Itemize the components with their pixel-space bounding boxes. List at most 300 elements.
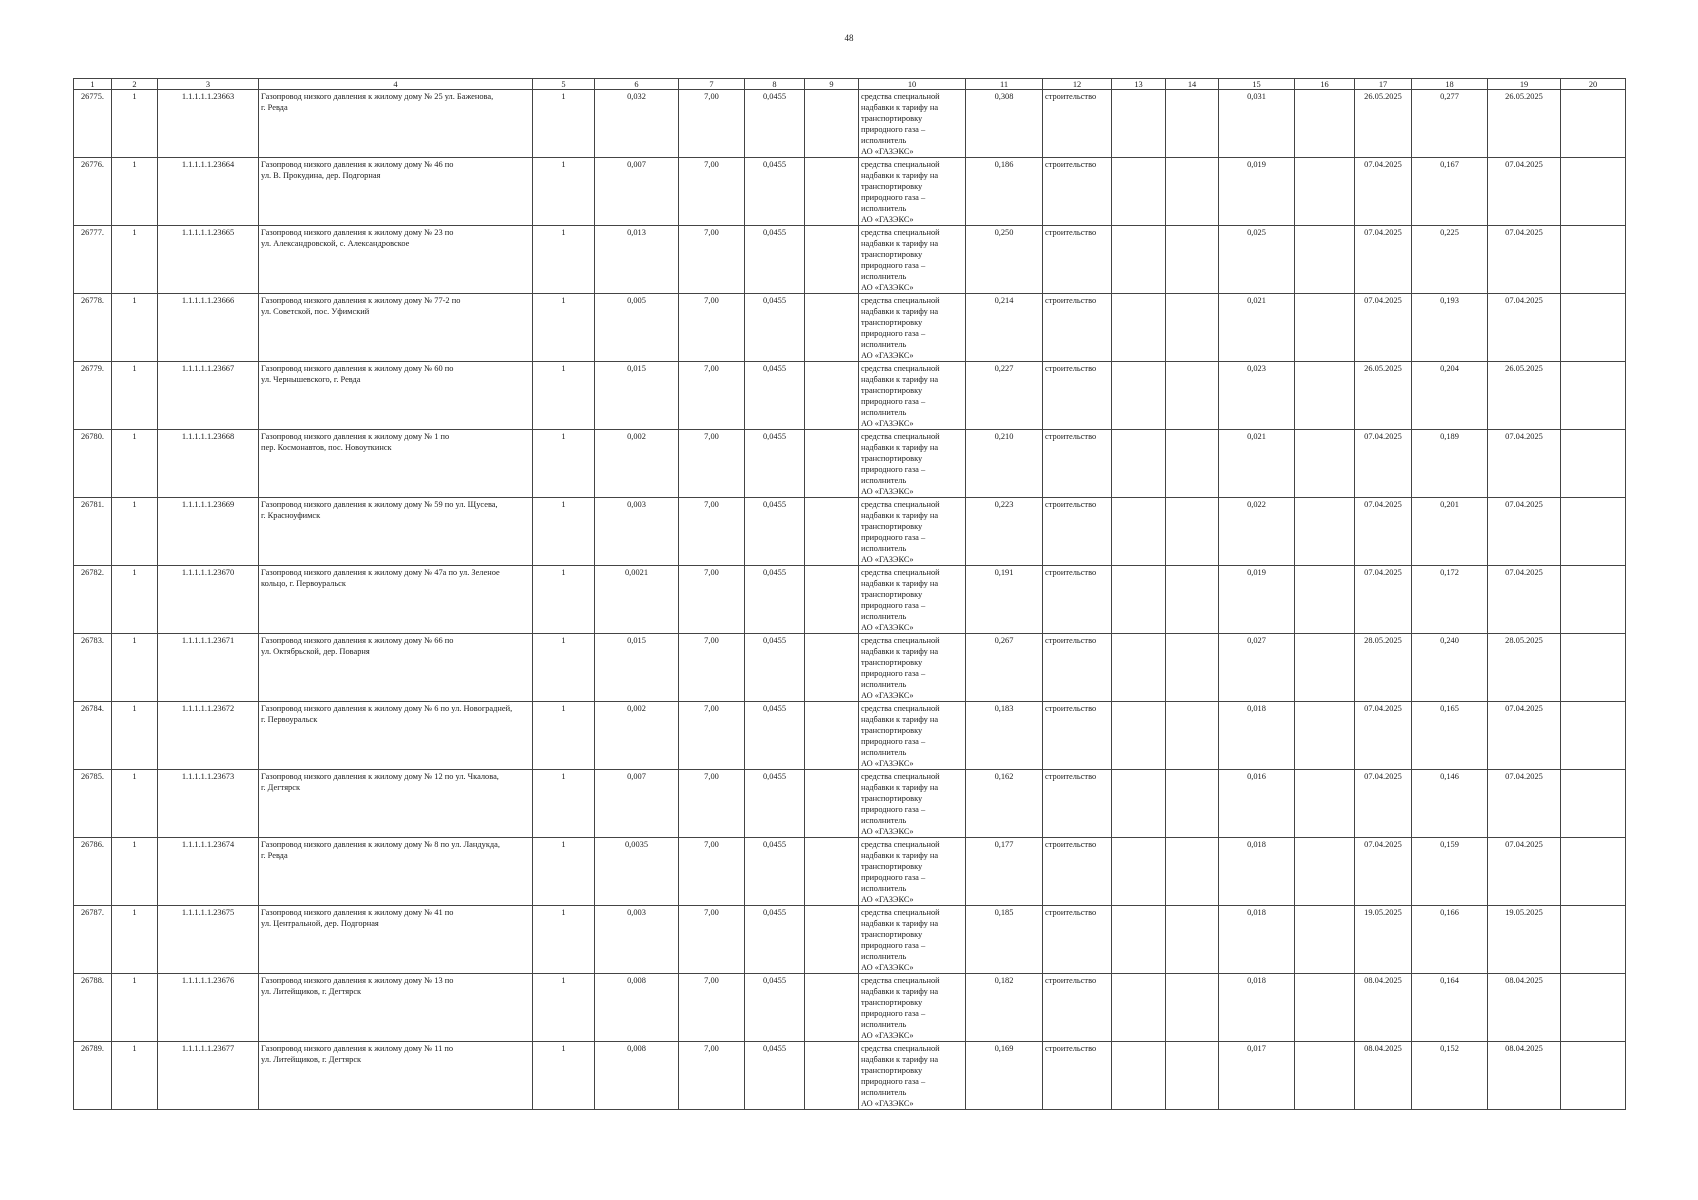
- cell-col-3: 1.1.1.1.1.23674: [158, 838, 259, 906]
- cell-col-9: [805, 294, 859, 362]
- cell-col-1: 26776.: [74, 158, 112, 226]
- cell-col-9: [805, 634, 859, 702]
- cell-col-16: [1295, 566, 1355, 634]
- cell-col-7: 7,00: [679, 158, 745, 226]
- cell-col-6: 0,003: [595, 906, 679, 974]
- cell-col-12: строительство: [1043, 566, 1112, 634]
- cell-col-13: [1112, 498, 1166, 566]
- cell-col-20: [1561, 974, 1626, 1042]
- cell-col-6: 0,008: [595, 1042, 679, 1110]
- cell-col-13: [1112, 974, 1166, 1042]
- cell-col-12: строительство: [1043, 906, 1112, 974]
- cell-col-4: Газопровод низкого давления к жилому дому № 6 по ул. Новоградней, г. Первоуральск: [259, 702, 533, 770]
- table-row: [74, 974, 1626, 1042]
- cell-col-16: [1295, 702, 1355, 770]
- cell-col-11: 0,162: [966, 770, 1043, 838]
- cell-col-3: 1.1.1.1.1.23677: [158, 1042, 259, 1110]
- column-header-20: 20: [1561, 79, 1626, 90]
- cell-col-19: 08.04.2025: [1488, 974, 1561, 1042]
- cell-col-7: 7,00: [679, 838, 745, 906]
- cell-col-19: 07.04.2025: [1488, 498, 1561, 566]
- cell-col-12: строительство: [1043, 770, 1112, 838]
- cell-col-14: [1166, 974, 1219, 1042]
- cell-col-11: 0,214: [966, 294, 1043, 362]
- cell-col-5: 1: [533, 294, 595, 362]
- cell-col-2: 1: [112, 90, 158, 158]
- cell-col-1: 26775.: [74, 90, 112, 158]
- cell-col-20: [1561, 1042, 1626, 1110]
- cell-col-3: 1.1.1.1.1.23667: [158, 362, 259, 430]
- column-header-4: 4: [259, 79, 533, 90]
- cell-col-12: строительство: [1043, 158, 1112, 226]
- cell-col-17: 07.04.2025: [1355, 158, 1412, 226]
- cell-col-20: [1561, 430, 1626, 498]
- cell-col-1: 26789.: [74, 1042, 112, 1110]
- cell-col-18: 0,189: [1412, 430, 1488, 498]
- cell-col-17: 07.04.2025: [1355, 702, 1412, 770]
- cell-col-10: средства специальной надбавки к тарифу на транспортировку природного газа – исполнитель АО «ГАЗЭКС»: [859, 838, 966, 906]
- cell-col-7: 7,00: [679, 906, 745, 974]
- cell-col-15: 0,017: [1219, 1042, 1295, 1110]
- cell-col-12: строительство: [1043, 838, 1112, 906]
- column-header-18: 18: [1412, 79, 1488, 90]
- cell-col-3: 1.1.1.1.1.23673: [158, 770, 259, 838]
- cell-col-8: 0,0455: [745, 362, 805, 430]
- cell-col-6: 0,0035: [595, 838, 679, 906]
- cell-col-14: [1166, 838, 1219, 906]
- cell-col-2: 1: [112, 362, 158, 430]
- cell-col-19: 26.05.2025: [1488, 362, 1561, 430]
- cell-col-2: 1: [112, 226, 158, 294]
- cell-col-5: 1: [533, 1042, 595, 1110]
- cell-col-5: 1: [533, 498, 595, 566]
- cell-col-18: 0,204: [1412, 362, 1488, 430]
- cell-col-12: строительство: [1043, 362, 1112, 430]
- cell-col-9: [805, 498, 859, 566]
- cell-col-13: [1112, 634, 1166, 702]
- cell-col-2: 1: [112, 906, 158, 974]
- cell-col-15: 0,025: [1219, 226, 1295, 294]
- cell-col-5: 1: [533, 770, 595, 838]
- cell-col-7: 7,00: [679, 362, 745, 430]
- cell-col-14: [1166, 362, 1219, 430]
- cell-col-9: [805, 838, 859, 906]
- cell-col-11: 0,177: [966, 838, 1043, 906]
- register-table: [73, 78, 1626, 1110]
- cell-col-11: 0,227: [966, 362, 1043, 430]
- cell-col-9: [805, 770, 859, 838]
- column-header-16: 16: [1295, 79, 1355, 90]
- cell-col-11: 0,223: [966, 498, 1043, 566]
- column-header-10: 10: [859, 79, 966, 90]
- cell-col-8: 0,0455: [745, 1042, 805, 1110]
- cell-col-10: средства специальной надбавки к тарифу на транспортировку природного газа – исполнитель АО «ГАЗЭКС»: [859, 158, 966, 226]
- cell-col-5: 1: [533, 158, 595, 226]
- cell-col-4: Газопровод низкого давления к жилому дому № 8 по ул. Ландукда, г. Ревда: [259, 838, 533, 906]
- cell-col-1: 26779.: [74, 362, 112, 430]
- cell-col-1: 26780.: [74, 430, 112, 498]
- column-header-12: 12: [1043, 79, 1112, 90]
- column-header-17: 17: [1355, 79, 1412, 90]
- table-row: [74, 702, 1626, 770]
- cell-col-16: [1295, 226, 1355, 294]
- cell-col-14: [1166, 634, 1219, 702]
- cell-col-15: 0,021: [1219, 294, 1295, 362]
- cell-col-19: 07.04.2025: [1488, 158, 1561, 226]
- cell-col-3: 1.1.1.1.1.23666: [158, 294, 259, 362]
- cell-col-2: 1: [112, 158, 158, 226]
- cell-col-4: Газопровод низкого давления к жилому дому № 60 по ул. Чернышевского, г. Ревда: [259, 362, 533, 430]
- cell-col-10: средства специальной надбавки к тарифу на транспортировку природного газа – исполнитель АО «ГАЗЭКС»: [859, 430, 966, 498]
- cell-col-11: 0,183: [966, 702, 1043, 770]
- cell-col-19: 19.05.2025: [1488, 906, 1561, 974]
- cell-col-12: строительство: [1043, 634, 1112, 702]
- cell-col-11: 0,267: [966, 634, 1043, 702]
- cell-col-16: [1295, 362, 1355, 430]
- cell-col-17: 08.04.2025: [1355, 1042, 1412, 1110]
- cell-col-12: строительство: [1043, 430, 1112, 498]
- cell-col-5: 1: [533, 430, 595, 498]
- cell-col-15: 0,021: [1219, 430, 1295, 498]
- cell-col-3: 1.1.1.1.1.23675: [158, 906, 259, 974]
- cell-col-15: 0,022: [1219, 498, 1295, 566]
- cell-col-14: [1166, 1042, 1219, 1110]
- cell-col-3: 1.1.1.1.1.23668: [158, 430, 259, 498]
- cell-col-4: Газопровод низкого давления к жилому дому № 66 по ул. Октябрьской, дер. Поварня: [259, 634, 533, 702]
- cell-col-7: 7,00: [679, 566, 745, 634]
- cell-col-2: 1: [112, 974, 158, 1042]
- cell-col-8: 0,0455: [745, 498, 805, 566]
- cell-col-10: средства специальной надбавки к тарифу на транспортировку природного газа – исполнитель АО «ГАЗЭКС»: [859, 906, 966, 974]
- column-header-7: 7: [679, 79, 745, 90]
- cell-col-11: 0,250: [966, 226, 1043, 294]
- cell-col-9: [805, 90, 859, 158]
- cell-col-8: 0,0455: [745, 906, 805, 974]
- cell-col-13: [1112, 430, 1166, 498]
- cell-col-19: 07.04.2025: [1488, 702, 1561, 770]
- cell-col-8: 0,0455: [745, 294, 805, 362]
- cell-col-7: 7,00: [679, 430, 745, 498]
- cell-col-8: 0,0455: [745, 158, 805, 226]
- cell-col-14: [1166, 770, 1219, 838]
- cell-col-9: [805, 362, 859, 430]
- cell-col-5: 1: [533, 634, 595, 702]
- cell-col-13: [1112, 90, 1166, 158]
- cell-col-9: [805, 974, 859, 1042]
- cell-col-18: 0,201: [1412, 498, 1488, 566]
- cell-col-18: 0,172: [1412, 566, 1488, 634]
- cell-col-20: [1561, 770, 1626, 838]
- cell-col-11: 0,210: [966, 430, 1043, 498]
- cell-col-18: 0,165: [1412, 702, 1488, 770]
- cell-col-8: 0,0455: [745, 430, 805, 498]
- cell-col-3: 1.1.1.1.1.23676: [158, 974, 259, 1042]
- page-number: 48: [844, 33, 854, 43]
- cell-col-6: 0,0021: [595, 566, 679, 634]
- cell-col-2: 1: [112, 770, 158, 838]
- cell-col-17: 26.05.2025: [1355, 362, 1412, 430]
- cell-col-15: 0,018: [1219, 906, 1295, 974]
- cell-col-17: 07.04.2025: [1355, 226, 1412, 294]
- cell-col-14: [1166, 430, 1219, 498]
- cell-col-11: 0,185: [966, 906, 1043, 974]
- cell-col-6: 0,013: [595, 226, 679, 294]
- cell-col-13: [1112, 838, 1166, 906]
- cell-col-4: Газопровод низкого давления к жилому дому № 25 ул. Баженова, г. Ревда: [259, 90, 533, 158]
- cell-col-7: 7,00: [679, 498, 745, 566]
- cell-col-16: [1295, 90, 1355, 158]
- table-row: [74, 838, 1626, 906]
- cell-col-10: средства специальной надбавки к тарифу на транспортировку природного газа – исполнитель АО «ГАЗЭКС»: [859, 90, 966, 158]
- cell-col-14: [1166, 158, 1219, 226]
- cell-col-13: [1112, 566, 1166, 634]
- column-header-1: 1: [74, 79, 112, 90]
- cell-col-17: 28.05.2025: [1355, 634, 1412, 702]
- cell-col-11: 0,308: [966, 90, 1043, 158]
- cell-col-16: [1295, 294, 1355, 362]
- cell-col-14: [1166, 90, 1219, 158]
- cell-col-1: 26781.: [74, 498, 112, 566]
- cell-col-19: 07.04.2025: [1488, 566, 1561, 634]
- table-row: [74, 906, 1626, 974]
- cell-col-15: 0,023: [1219, 362, 1295, 430]
- cell-col-6: 0,032: [595, 90, 679, 158]
- table-row: [74, 1042, 1626, 1110]
- cell-col-17: 07.04.2025: [1355, 566, 1412, 634]
- cell-col-6: 0,015: [595, 362, 679, 430]
- cell-col-7: 7,00: [679, 294, 745, 362]
- table-body: [74, 90, 1626, 1110]
- cell-col-1: 26785.: [74, 770, 112, 838]
- cell-col-8: 0,0455: [745, 770, 805, 838]
- cell-col-1: 26784.: [74, 702, 112, 770]
- cell-col-5: 1: [533, 362, 595, 430]
- cell-col-2: 1: [112, 634, 158, 702]
- cell-col-11: 0,186: [966, 158, 1043, 226]
- cell-col-13: [1112, 906, 1166, 974]
- cell-col-16: [1295, 498, 1355, 566]
- cell-col-8: 0,0455: [745, 974, 805, 1042]
- cell-col-1: 26788.: [74, 974, 112, 1042]
- column-header-15: 15: [1219, 79, 1295, 90]
- cell-col-6: 0,007: [595, 158, 679, 226]
- cell-col-4: Газопровод низкого давления к жилому дому № 46 по ул. В. Прокудина, дер. Подгорная: [259, 158, 533, 226]
- cell-col-6: 0,003: [595, 498, 679, 566]
- cell-col-6: 0,002: [595, 430, 679, 498]
- cell-col-20: [1561, 498, 1626, 566]
- table-row: [74, 158, 1626, 226]
- cell-col-11: 0,191: [966, 566, 1043, 634]
- cell-col-17: 08.04.2025: [1355, 974, 1412, 1042]
- cell-col-2: 1: [112, 838, 158, 906]
- cell-col-15: 0,019: [1219, 158, 1295, 226]
- cell-col-20: [1561, 838, 1626, 906]
- cell-col-17: 07.04.2025: [1355, 838, 1412, 906]
- cell-col-15: 0,016: [1219, 770, 1295, 838]
- table-row: [74, 362, 1626, 430]
- cell-col-7: 7,00: [679, 770, 745, 838]
- cell-col-16: [1295, 430, 1355, 498]
- cell-col-15: 0,027: [1219, 634, 1295, 702]
- cell-col-20: [1561, 294, 1626, 362]
- cell-col-3: 1.1.1.1.1.23663: [158, 90, 259, 158]
- cell-col-18: 0,159: [1412, 838, 1488, 906]
- cell-col-3: 1.1.1.1.1.23670: [158, 566, 259, 634]
- cell-col-7: 7,00: [679, 226, 745, 294]
- cell-col-4: Газопровод низкого давления к жилому дому № 47а по ул. Зеленое кольцо, г. Первоуральск: [259, 566, 533, 634]
- cell-col-19: 07.04.2025: [1488, 838, 1561, 906]
- cell-col-8: 0,0455: [745, 838, 805, 906]
- cell-col-10: средства специальной надбавки к тарифу на транспортировку природного газа – исполнитель АО «ГАЗЭКС»: [859, 294, 966, 362]
- cell-col-18: 0,277: [1412, 90, 1488, 158]
- table-row: [74, 90, 1626, 158]
- table-row: [74, 226, 1626, 294]
- column-header-9: 9: [805, 79, 859, 90]
- cell-col-7: 7,00: [679, 634, 745, 702]
- column-header-14: 14: [1166, 79, 1219, 90]
- cell-col-20: [1561, 158, 1626, 226]
- cell-col-2: 1: [112, 702, 158, 770]
- cell-col-12: строительство: [1043, 974, 1112, 1042]
- cell-col-15: 0,031: [1219, 90, 1295, 158]
- cell-col-19: 07.04.2025: [1488, 430, 1561, 498]
- cell-col-19: 08.04.2025: [1488, 1042, 1561, 1110]
- cell-col-9: [805, 906, 859, 974]
- cell-col-9: [805, 702, 859, 770]
- table-row: [74, 566, 1626, 634]
- cell-col-20: [1561, 906, 1626, 974]
- cell-col-1: 26787.: [74, 906, 112, 974]
- cell-col-17: 19.05.2025: [1355, 906, 1412, 974]
- cell-col-14: [1166, 294, 1219, 362]
- cell-col-14: [1166, 498, 1219, 566]
- column-header-5: 5: [533, 79, 595, 90]
- cell-col-5: 1: [533, 974, 595, 1042]
- cell-col-14: [1166, 906, 1219, 974]
- cell-col-13: [1112, 158, 1166, 226]
- cell-col-3: 1.1.1.1.1.23665: [158, 226, 259, 294]
- cell-col-16: [1295, 974, 1355, 1042]
- cell-col-12: строительство: [1043, 294, 1112, 362]
- cell-col-17: 07.04.2025: [1355, 498, 1412, 566]
- cell-col-5: 1: [533, 838, 595, 906]
- cell-col-10: средства специальной надбавки к тарифу на транспортировку природного газа – исполнитель АО «ГАЗЭКС»: [859, 566, 966, 634]
- cell-col-18: 0,193: [1412, 294, 1488, 362]
- cell-col-19: 07.04.2025: [1488, 294, 1561, 362]
- cell-col-13: [1112, 1042, 1166, 1110]
- cell-col-10: средства специальной надбавки к тарифу на транспортировку природного газа – исполнитель АО «ГАЗЭКС»: [859, 634, 966, 702]
- cell-col-9: [805, 430, 859, 498]
- column-header-3: 3: [158, 79, 259, 90]
- cell-col-7: 7,00: [679, 702, 745, 770]
- cell-col-5: 1: [533, 226, 595, 294]
- cell-col-4: Газопровод низкого давления к жилому дому № 77-2 по ул. Советской, пос. Уфимский: [259, 294, 533, 362]
- cell-col-15: 0,018: [1219, 838, 1295, 906]
- cell-col-8: 0,0455: [745, 226, 805, 294]
- cell-col-9: [805, 226, 859, 294]
- cell-col-9: [805, 158, 859, 226]
- cell-col-8: 0,0455: [745, 634, 805, 702]
- cell-col-10: средства специальной надбавки к тарифу на транспортировку природного газа – исполнитель АО «ГАЗЭКС»: [859, 498, 966, 566]
- cell-col-12: строительство: [1043, 90, 1112, 158]
- cell-col-19: 07.04.2025: [1488, 226, 1561, 294]
- cell-col-20: [1561, 226, 1626, 294]
- cell-col-10: средства специальной надбавки к тарифу на транспортировку природного газа – исполнитель АО «ГАЗЭКС»: [859, 974, 966, 1042]
- cell-col-19: 07.04.2025: [1488, 770, 1561, 838]
- column-header-19: 19: [1488, 79, 1561, 90]
- cell-col-7: 7,00: [679, 974, 745, 1042]
- cell-col-15: 0,019: [1219, 566, 1295, 634]
- table-row: [74, 498, 1626, 566]
- cell-col-5: 1: [533, 90, 595, 158]
- cell-col-16: [1295, 770, 1355, 838]
- cell-col-17: 07.04.2025: [1355, 294, 1412, 362]
- cell-col-20: [1561, 566, 1626, 634]
- cell-col-4: Газопровод низкого давления к жилому дому № 11 по ул. Литейщиков, г. Дегтярск: [259, 1042, 533, 1110]
- cell-col-5: 1: [533, 906, 595, 974]
- table-row: [74, 294, 1626, 362]
- cell-col-14: [1166, 702, 1219, 770]
- cell-col-16: [1295, 906, 1355, 974]
- cell-col-10: средства специальной надбавки к тарифу на транспортировку природного газа – исполнитель АО «ГАЗЭКС»: [859, 702, 966, 770]
- cell-col-18: 0,146: [1412, 770, 1488, 838]
- cell-col-3: 1.1.1.1.1.23672: [158, 702, 259, 770]
- cell-col-8: 0,0455: [745, 702, 805, 770]
- cell-col-2: 1: [112, 294, 158, 362]
- cell-col-16: [1295, 1042, 1355, 1110]
- cell-col-18: 0,225: [1412, 226, 1488, 294]
- cell-col-4: Газопровод низкого давления к жилому дому № 59 по ул. Щусева, г. Красноуфимск: [259, 498, 533, 566]
- cell-col-3: 1.1.1.1.1.23671: [158, 634, 259, 702]
- cell-col-14: [1166, 226, 1219, 294]
- cell-col-7: 7,00: [679, 1042, 745, 1110]
- cell-col-11: 0,169: [966, 1042, 1043, 1110]
- cell-col-4: Газопровод низкого давления к жилому дому № 13 по ул. Литейщиков, г. Дегтярск: [259, 974, 533, 1042]
- cell-col-19: 26.05.2025: [1488, 90, 1561, 158]
- cell-col-10: средства специальной надбавки к тарифу на транспортировку природного газа – исполнитель АО «ГАЗЭКС»: [859, 362, 966, 430]
- cell-col-10: средства специальной надбавки к тарифу на транспортировку природного газа – исполнитель АО «ГАЗЭКС»: [859, 226, 966, 294]
- header-row: [74, 79, 1626, 90]
- cell-col-20: [1561, 702, 1626, 770]
- cell-col-3: 1.1.1.1.1.23669: [158, 498, 259, 566]
- cell-col-4: Газопровод низкого давления к жилому дому № 12 по ул. Чкалова, г. Дегтярск: [259, 770, 533, 838]
- cell-col-8: 0,0455: [745, 90, 805, 158]
- cell-col-7: 7,00: [679, 90, 745, 158]
- cell-col-4: Газопровод низкого давления к жилому дому № 23 по ул. Александровской, с. Александровское: [259, 226, 533, 294]
- cell-col-18: 0,167: [1412, 158, 1488, 226]
- cell-col-20: [1561, 90, 1626, 158]
- cell-col-2: 1: [112, 566, 158, 634]
- column-header-8: 8: [745, 79, 805, 90]
- cell-col-15: 0,018: [1219, 702, 1295, 770]
- cell-col-6: 0,015: [595, 634, 679, 702]
- table-row: [74, 770, 1626, 838]
- cell-col-10: средства специальной надбавки к тарифу на транспортировку природного газа – исполнитель АО «ГАЗЭКС»: [859, 1042, 966, 1110]
- cell-col-13: [1112, 702, 1166, 770]
- cell-col-17: 26.05.2025: [1355, 90, 1412, 158]
- cell-col-10: средства специальной надбавки к тарифу на транспортировку природного газа – исполнитель АО «ГАЗЭКС»: [859, 770, 966, 838]
- cell-col-6: 0,007: [595, 770, 679, 838]
- cell-col-14: [1166, 566, 1219, 634]
- cell-col-18: 0,164: [1412, 974, 1488, 1042]
- cell-col-18: 0,240: [1412, 634, 1488, 702]
- cell-col-2: 1: [112, 430, 158, 498]
- cell-col-1: 26778.: [74, 294, 112, 362]
- column-header-11: 11: [966, 79, 1043, 90]
- cell-col-4: Газопровод низкого давления к жилому дому № 41 по ул. Центральной, дер. Подгорная: [259, 906, 533, 974]
- cell-col-12: строительство: [1043, 702, 1112, 770]
- cell-col-1: 26782.: [74, 566, 112, 634]
